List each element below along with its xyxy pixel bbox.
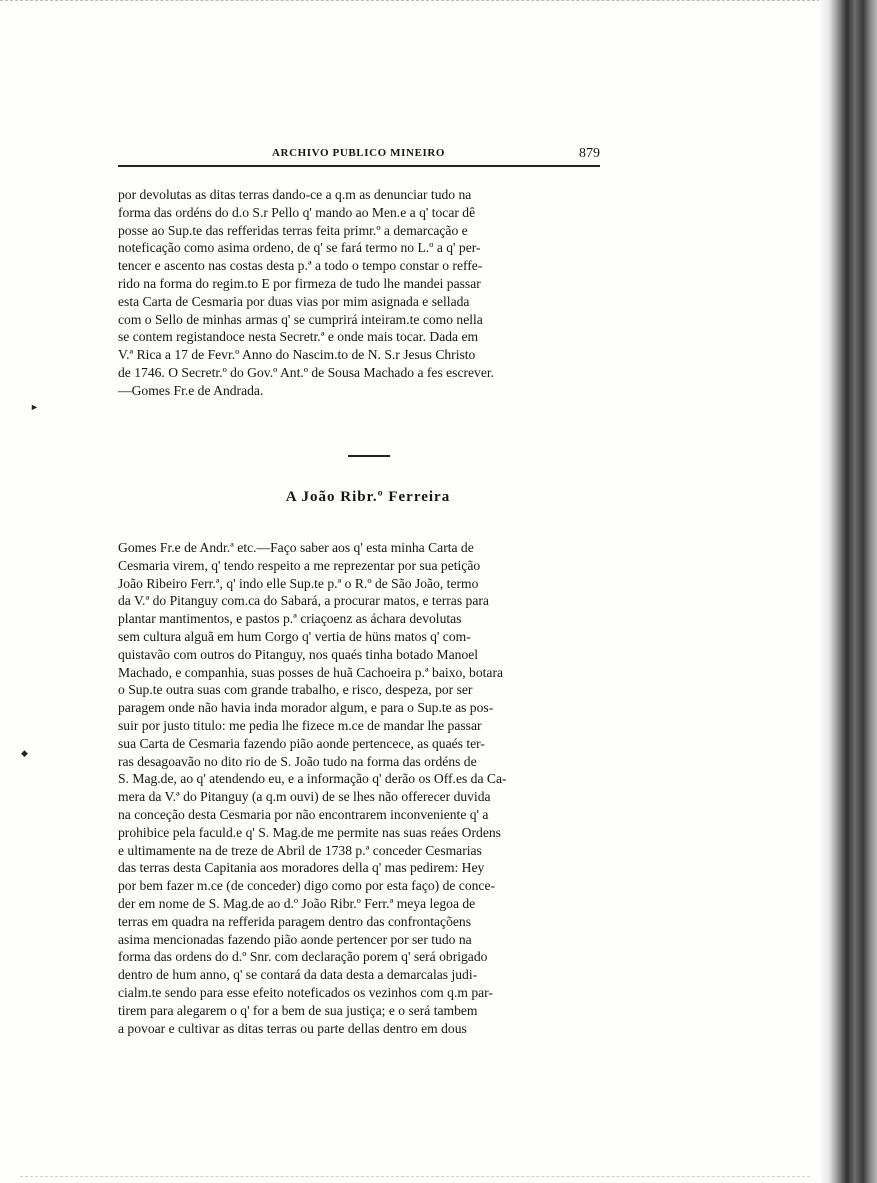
text-line: esta Carta de Cesmaria por duas vias por mim asignada e sellada — [118, 293, 470, 309]
text-line: Machado, e companhia, suas posses de huã Cachoeira p.ª baixo, botara — [118, 664, 504, 680]
text-line: asima mencionadas fazendo pião aonde pertencer por ser tudo na — [118, 931, 472, 947]
text-line: das terras desta Capitania aos moradores della q' mas pedirem: Hey — [118, 860, 485, 876]
text-line: de 1746. O Secretr.º do Gov.º Ant.º de Sousa Machado a fes escrever. — [118, 364, 495, 380]
page-header — [118, 146, 600, 164]
text-line: por bem fazer m.ce (de conceder) digo como por esta faço) de conce- — [118, 878, 496, 894]
paragraph-body — [118, 539, 618, 1037]
text-line: V.ª Rica a 17 de Fevr.º Anno do Nascim.to de N. S.r Jesus Christo — [118, 347, 476, 363]
text-line: dentro de hum anno, q' se contará da data desta a demarcalas judi- — [118, 967, 478, 983]
text-line: —Gomes Fr.e de Andrada. — [118, 382, 264, 398]
margin-dot-mark: ◆ — [21, 748, 28, 758]
text-line: sua Carta de Cesmaria fazendo pião aonde pertencece, as quaés ter- — [118, 735, 485, 751]
text-line: e ultimamente na de treze de Abril de 1738 p.ª conceder Cesmarias — [118, 842, 482, 858]
text-line: se contem registandoce nesta Secretr.ª e onde mais tocar. Dada em — [118, 329, 479, 345]
paragraph-continued — [118, 186, 618, 400]
text-line: Cesmaria virem, q' tendo respeito a me reprezentar por sua petição — [118, 557, 481, 573]
text-line: quistavão com outros do Pitanguy, nos quaés tinha botado Manoel — [118, 646, 479, 662]
header-rule — [118, 165, 600, 167]
text-line: João Ribeiro Ferr.ª, q' indo elle Sup.te p.ª o R.º de São João, termo — [118, 575, 479, 591]
text-line: terras em quadra na refferida paragem dentro das confrontaçõens — [118, 913, 472, 929]
text-line: tencer e ascento nas costas desta p.ª a todo o tempo constar o reffe- — [118, 258, 483, 274]
text-line: na conceção desta Cesmaria por não encontrarem inconveniente q' a — [118, 806, 489, 822]
text-line: mera da V.ª do Pitanguy (a q.m ouvi) de se lhes não offerecer duvida — [118, 789, 491, 805]
section-title: A João Ribr.º Ferreira — [285, 489, 451, 505]
scan-top-edge — [0, 0, 830, 1]
text-line: ras desagoavão no dito rio de S. João tudo na forma das ordéns de — [118, 753, 477, 769]
text-line: plantar mantimentos, e pastos p.ª criaçoenz as áchara devolutas — [118, 611, 462, 627]
text-line: suir por justo titulo: me pedia lhe fizece m.ce de mandar lhe passar — [118, 717, 482, 733]
section-divider — [348, 455, 390, 457]
running-head: ARCHIVO PUBLICO MINEIRO — [272, 147, 446, 159]
text-line: por devolutas as ditas terras dando-ce a q.m as denunciar tudo na — [118, 187, 472, 202]
text-line: forma das ordéns do d.o S.r Pello q' mando ao Men.e a q' tocar dê — [118, 204, 476, 220]
text-line: paragem onde não havia inda morador algum, e para o Sup.te as pos- — [118, 700, 494, 716]
text-line: prohibice pela faculd.e q' S. Mag.de me permite nas suas reáes Ordens — [118, 824, 501, 840]
text-line: com o Sello de minhas armas q' se cumprirá inteiram.te como nella — [118, 311, 483, 327]
text-line: da V.ª do Pitanguy com.ca do Sabará, a procurar matos, e terras para — [118, 593, 489, 609]
book-spine-edge — [819, 0, 877, 1183]
text-line: posse ao Sup.te das refferidas terras feita primr.º a demarcação e — [118, 222, 468, 238]
text-line: forma das ordens do d.º Snr. com declaração porem q' será obrigado — [118, 949, 488, 965]
text-line: S. Mag.de, ao q' atendendo eu, e a informação q' derão os Off.es da Ca- — [118, 771, 507, 787]
text-line: rido na forma do regim.to E por firmeza de tudo lhe mandei passar — [118, 275, 481, 291]
text-line: a povoar e cultivar as ditas terras ou parte dellas dentro em dous — [118, 1020, 467, 1036]
text-line: o Sup.te outra suas com grande trabalho, e risco, despeza, por ser — [118, 682, 473, 698]
text-line: sem cultura alguã em hum Corgo q' vertia de hüns matos q' com- — [118, 628, 471, 644]
margin-arrow-mark: ► — [30, 402, 39, 412]
scan-bottom-edge — [20, 1176, 810, 1177]
text-line: Gomes Fr.e de Andr.ª etc.—Faço saber aos q' esta minha Carta de — [118, 540, 474, 555]
text-line: tirem para alegarem o q' for a bem de sua justiça; e o será tambem — [118, 1002, 478, 1018]
text-line: noteficação como asima ordeno, de q' se fará termo no L.º a q' per- — [118, 240, 481, 256]
text-line: cialm.te sendo para esse efeito noteficados os vezinhos com q.m par- — [118, 984, 493, 1000]
text-line: der em nome de S. Mag.de ao d.º João Ribr.º Ferr.ª meya legoa de — [118, 895, 476, 911]
page-number: 879 — [579, 146, 600, 161]
